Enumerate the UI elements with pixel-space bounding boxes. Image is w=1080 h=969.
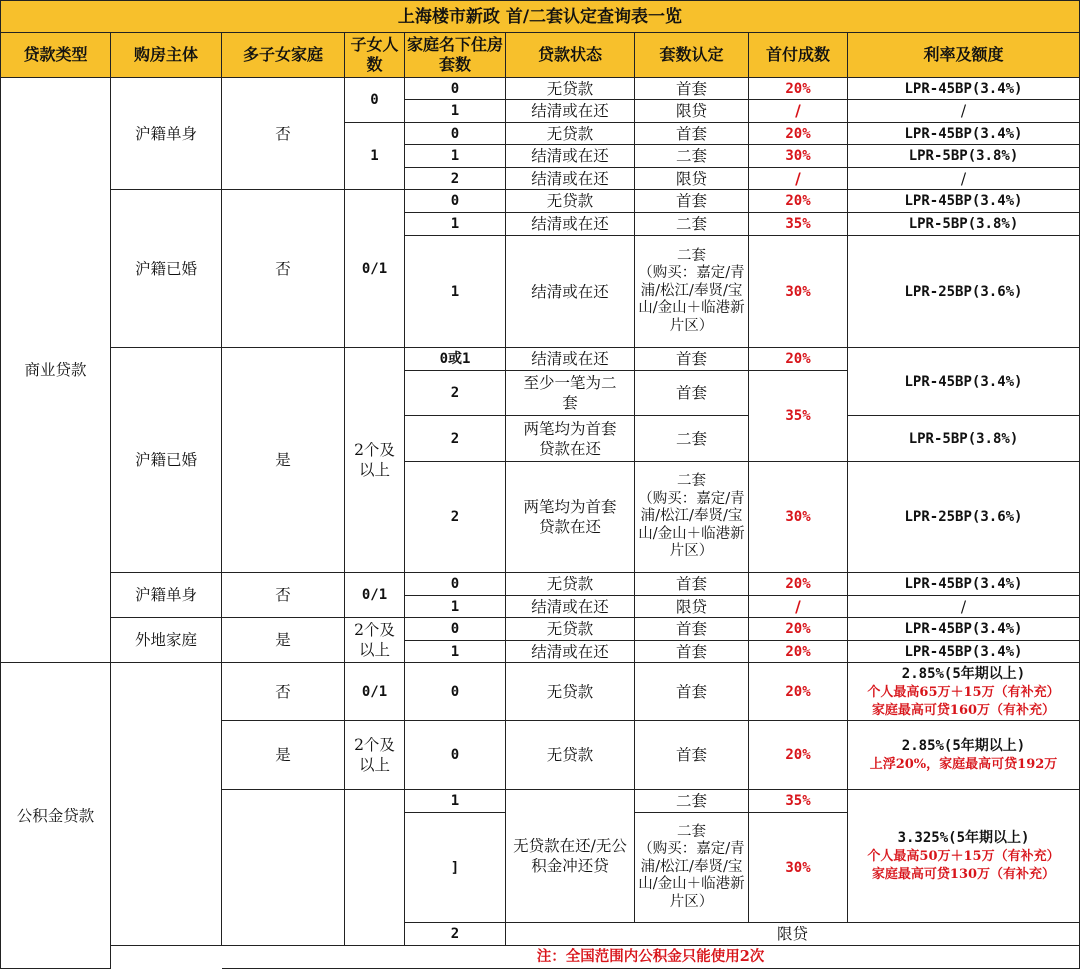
multi-child-cell <box>222 790 345 946</box>
rate-cell: / <box>848 100 1080 123</box>
down-payment: / <box>749 168 848 190</box>
homes-count: 1 <box>405 236 506 348</box>
loan-status: 无贷款在还/无公积金冲还贷 <box>506 790 635 923</box>
unit-recognition: 二套 <box>635 790 749 813</box>
children-count: 2个及以上 <box>345 721 405 790</box>
rate-main: 2.85%(5年期以上) <box>901 665 1026 682</box>
header-children: 子女人数 <box>345 33 405 78</box>
rate-cell: LPR-45BP(3.4%) <box>848 78 1080 100</box>
multi-child-cell: 否 <box>222 78 345 190</box>
header-rate: 利率及额度 <box>848 33 1080 78</box>
down-payment: 30% <box>749 813 848 923</box>
unit-recognition: 首套 <box>635 371 749 416</box>
multi-child-cell: 是 <box>222 618 345 663</box>
loan-status: 无贷款 <box>506 78 635 100</box>
rate-cell: LPR-25BP(3.6%) <box>848 462 1080 573</box>
rate-cell: LPR-5BP(3.8%) <box>848 145 1080 168</box>
rate-cell: LPR-45BP(3.4%) <box>848 573 1080 596</box>
rate-cell: LPR-25BP(3.6%) <box>848 236 1080 348</box>
unit-recognition: 限贷 <box>635 168 749 190</box>
rate-cell: LPR-45BP(3.4%) <box>848 348 1080 416</box>
children-count: 0/1 <box>345 190 405 348</box>
homes-count: 1 <box>405 790 506 813</box>
unit-recognition: 首套 <box>635 641 749 663</box>
homes-count: 2 <box>405 416 506 462</box>
loan-type-provident: 公积金贷款 <box>0 663 111 969</box>
unit-recognition-zone <box>635 813 749 923</box>
loan-status: 无贷款 <box>506 573 635 596</box>
rate-cell: LPR-45BP(3.4%) <box>848 123 1080 145</box>
unit-zone-note: （购买：嘉定/青浦/松江/奉贤/宝山/金山＋临港新片区） <box>638 841 745 910</box>
down-payment: 35% <box>749 790 848 813</box>
buyer-sh-single-2: 沪籍单身 <box>111 573 222 618</box>
unit-recognition: 首套 <box>635 618 749 641</box>
header-loan-type: 贷款类型 <box>0 33 111 78</box>
rate-limit-individual: 个人最高50万＋15万（有补充） <box>867 849 1060 864</box>
down-payment: 30% <box>749 236 848 348</box>
homes-count: 2 <box>405 371 506 416</box>
loan-status: 结清或在还 <box>506 641 635 663</box>
homes-count: 0 <box>405 123 506 145</box>
children-count: 1 <box>345 123 405 190</box>
loan-status: 结清或在还 <box>506 168 635 190</box>
down-payment: 20% <box>749 721 848 790</box>
homes-count: 1 <box>405 641 506 663</box>
down-payment: / <box>749 100 848 123</box>
homes-count: 2 <box>405 923 506 946</box>
loan-status: 两笔均为首套贷款在还 <box>506 462 635 573</box>
unit-recognition: 二套 <box>635 416 749 462</box>
homes-count: 1 <box>405 213 506 236</box>
down-payment: 20% <box>749 641 848 663</box>
rate-provident-2 <box>848 721 1080 790</box>
header-buyer: 购房主体 <box>111 33 222 78</box>
header-multi-child: 多子女家庭 <box>222 33 345 78</box>
restricted-cell: 限贷 <box>506 923 1080 946</box>
down-payment: 35% <box>749 371 848 462</box>
unit-recognition: 首套 <box>635 663 749 721</box>
homes-count: 2 <box>405 168 506 190</box>
down-payment: 30% <box>749 462 848 573</box>
rate-cell: LPR-45BP(3.4%) <box>848 641 1080 663</box>
unit-zone-note: （购买：嘉定/青浦/松江/奉贤/宝山/金山＋临港新片区） <box>638 265 745 334</box>
header-loan-status: 贷款状态 <box>506 33 635 78</box>
rate-limit-family: 家庭最高可贷160万（有补充） <box>871 702 1056 718</box>
unit-zone-note: （购买：嘉定/青浦/松江/奉贤/宝山/金山＋临港新片区） <box>638 490 745 560</box>
rate-main: 2.85%(5年期以上) <box>901 738 1026 754</box>
homes-count: 0 <box>405 190 506 213</box>
down-payment: 20% <box>749 618 848 641</box>
rate-cell: / <box>848 596 1080 618</box>
unit-recognition: 限贷 <box>635 100 749 123</box>
rate-limit-family: 上浮20%，家庭最高可贷192万 <box>869 757 1058 772</box>
down-payment: 20% <box>749 348 848 371</box>
children-count: 0 <box>345 78 405 123</box>
loan-type-commercial: 商业贷款 <box>0 78 111 663</box>
header-down-payment: 首付成数 <box>749 33 848 78</box>
homes-count: 1 <box>405 596 506 618</box>
down-payment: 20% <box>749 190 848 213</box>
unit-recognition: 限贷 <box>635 596 749 618</box>
rate-limit-individual: 个人最高65万＋15万（有补充） <box>867 684 1060 700</box>
buyer-sh-married: 沪籍已婚 <box>111 190 222 348</box>
homes-count: 0 <box>405 721 506 790</box>
unit-second-label: 二套 <box>677 247 706 264</box>
rate-provident-3 <box>848 790 1080 923</box>
unit-second-label: 二套 <box>677 473 706 490</box>
multi-child-cell: 否 <box>222 663 345 721</box>
loan-status: 无贷款 <box>506 663 635 721</box>
buyer-provident <box>111 663 222 946</box>
multi-child-cell: 是 <box>222 348 345 573</box>
loan-status: 无贷款 <box>506 190 635 213</box>
down-payment: 30% <box>749 145 848 168</box>
loan-status: 结清或在还 <box>506 100 635 123</box>
buyer-sh-married-2: 沪籍已婚 <box>111 348 222 573</box>
rate-cell: LPR-5BP(3.8%) <box>848 213 1080 236</box>
loan-status: 至少一笔为二套 <box>506 371 635 416</box>
loan-status: 结清或在还 <box>506 596 635 618</box>
homes-count: 0 <box>405 618 506 641</box>
unit-recognition-zone <box>635 462 749 573</box>
children-count: 0/1 <box>345 573 405 618</box>
buyer-sh-single: 沪籍单身 <box>111 78 222 190</box>
rate-cell: LPR-45BP(3.4%) <box>848 618 1080 641</box>
header-unit-recognition: 套数认定 <box>635 33 749 78</box>
homes-count: ] <box>405 813 506 923</box>
down-payment: 20% <box>749 123 848 145</box>
rate-cell: / <box>848 168 1080 190</box>
homes-count: 0 <box>405 78 506 100</box>
header-homes: 家庭名下住房套数 <box>405 33 506 78</box>
unit-recognition: 首套 <box>635 190 749 213</box>
multi-child-cell: 否 <box>222 190 345 348</box>
unit-recognition-zone <box>635 236 749 348</box>
unit-recognition: 首套 <box>635 78 749 100</box>
unit-recognition: 首套 <box>635 123 749 145</box>
footnote: 注：全国范围内公积金只能使用2次 <box>222 946 1080 969</box>
buyer-nonlocal: 外地家庭 <box>111 618 222 663</box>
children-count: 2个及以上 <box>345 348 405 573</box>
homes-count: 0 <box>405 573 506 596</box>
down-payment: / <box>749 596 848 618</box>
rate-limit-family: 家庭最高可贷130万（有补充） <box>871 867 1056 882</box>
children-count: 2个及以上 <box>345 618 405 663</box>
unit-recognition: 首套 <box>635 348 749 371</box>
multi-child-cell: 是 <box>222 721 345 790</box>
rate-main: 3.325%(5年期以上) <box>897 830 1030 846</box>
homes-count: 1 <box>405 100 506 123</box>
down-payment: 35% <box>749 213 848 236</box>
down-payment: 20% <box>749 663 848 721</box>
loan-status: 无贷款 <box>506 123 635 145</box>
down-payment: 20% <box>749 573 848 596</box>
unit-recognition: 二套 <box>635 145 749 168</box>
down-payment: 20% <box>749 78 848 100</box>
loan-status: 无贷款 <box>506 721 635 790</box>
unit-second-label: 二套 <box>677 823 706 840</box>
multi-child-cell: 否 <box>222 573 345 618</box>
loan-status: 结清或在还 <box>506 213 635 236</box>
homes-count: 0 <box>405 663 506 721</box>
loan-status: 结清或在还 <box>506 348 635 371</box>
unit-recognition: 二套 <box>635 213 749 236</box>
table-title: 上海楼市新政 首/二套认定查询表一览 <box>0 0 1080 33</box>
loan-status: 结清或在还 <box>506 236 635 348</box>
homes-count: 0或1 <box>405 348 506 371</box>
children-count <box>345 790 405 946</box>
rate-cell: LPR-45BP(3.4%) <box>848 190 1080 213</box>
loan-status: 结清或在还 <box>506 145 635 168</box>
loan-status: 无贷款 <box>506 618 635 641</box>
homes-count: 2 <box>405 462 506 573</box>
unit-recognition: 首套 <box>635 721 749 790</box>
homes-count: 1 <box>405 145 506 168</box>
loan-status: 两笔均为首套贷款在还 <box>506 416 635 462</box>
unit-recognition: 首套 <box>635 573 749 596</box>
children-count: 0/1 <box>345 663 405 721</box>
rate-cell: LPR-5BP(3.8%) <box>848 416 1080 462</box>
rate-provident-1 <box>848 663 1080 721</box>
